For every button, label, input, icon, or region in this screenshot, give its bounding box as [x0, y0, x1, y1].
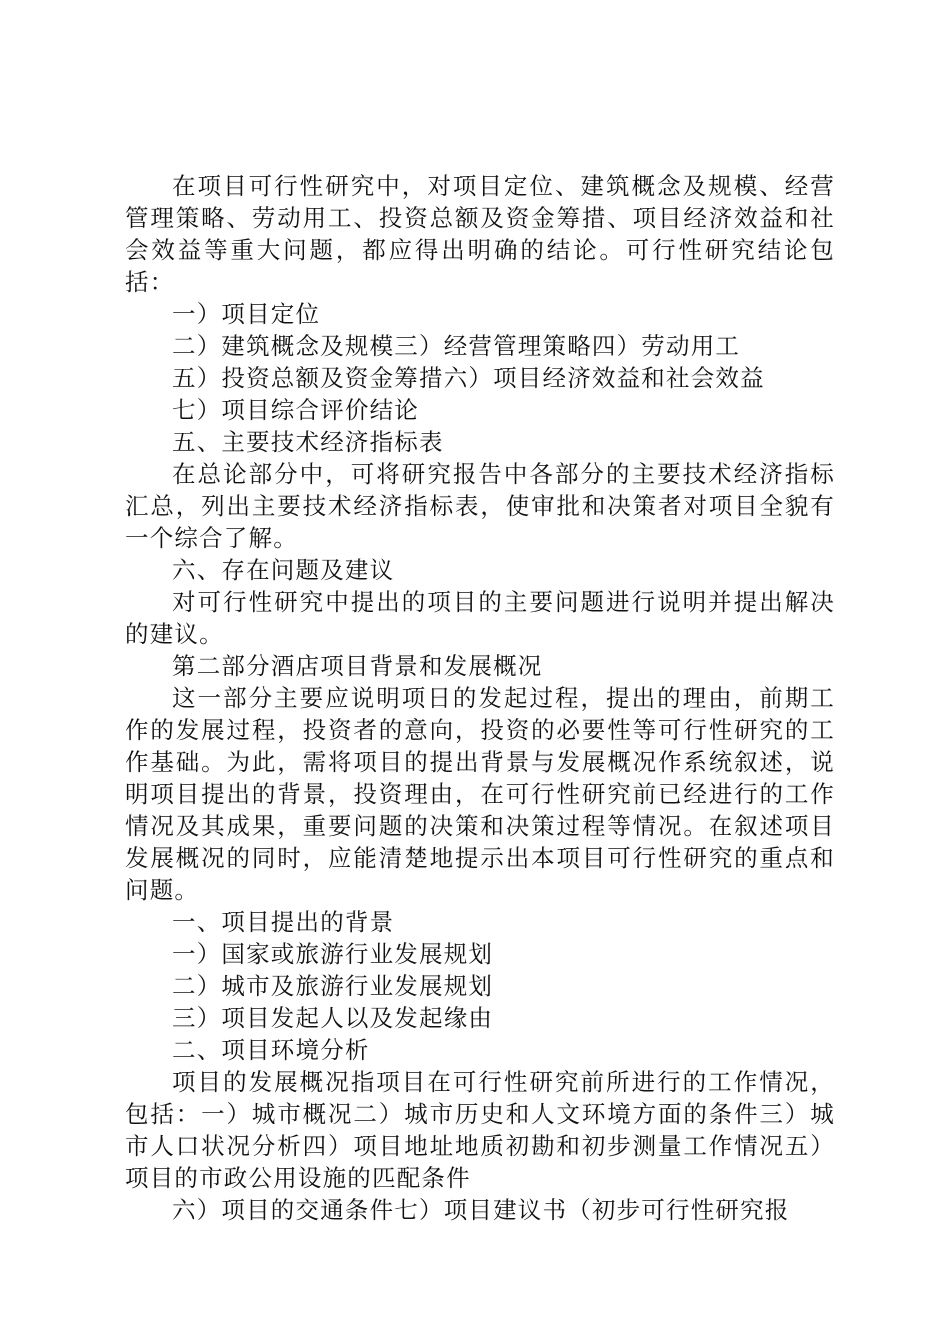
conclusion-intro-paragraph: 在项目可行性研究中，对项目定位、建筑概念及规模、经营管理策略、劳动用工、投资总额及资金筹措、项目经济效益和社会效益等重大问题，都应得出明确的结论。可行性研究结论包括： — [125, 172, 835, 296]
document-body — [125, 170, 835, 1226]
section-heading-environment: 二、项目环境分析 — [172, 1036, 370, 1064]
part-heading-background: 第二部分酒店项目背景和发展概况 — [172, 652, 543, 680]
indicators-paragraph: 在总论部分中，可将研究报告中各部分的主要技术经济指标汇总，列出主要技术经济指标表，使审批和决策者对项目全貌有一个综合了解。 — [125, 460, 835, 552]
traffic-paragraph: 六）项目的交通条件七）项目建议书（初步可行性研究报 — [172, 1196, 790, 1224]
background-paragraph: 这一部分主要应说明项日的发起过程，提出的理由，前期工作的发展过程，投资者的意向，投资的必要性等可行性研究的工作基础。为此，需将项目的提出背景与发展概况作系统叙述，说明项目提出的背景，投资理由，在可行性研究前已经进行的工作情况及其成果，重要问题的决策和决策过程等情况。在叙述项目发展概况的同时，应能清楚地提示出本项目可行性研究的重点和问题。 — [125, 684, 835, 904]
list-item-project-positioning: 一）项目定位 — [172, 300, 321, 328]
section-heading-issues: 六、存在问题及建议 — [172, 556, 395, 584]
issues-paragraph: 对可行性研究中提出的项目的主要问题进行说明并提出解决的建议。 — [125, 588, 835, 648]
section-heading-project-background: 一、项目提出的背景 — [172, 908, 395, 936]
environment-paragraph: 项目的发展概况指项目在可行性研究前所进行的工作情况，包括：一）城市概况二）城市历史和人文环境方面的条件三）城市人口状况分析四）项目地址地质初勘和初步测量工作情况五）项目的市政公用设施的匹配条件 — [125, 1068, 835, 1192]
list-item-initiator: 三）项目发起人以及发起缘由 — [172, 1004, 494, 1032]
list-item-building-concept: 二）建筑概念及规模三）经营管理策略四）劳动用工 — [172, 332, 741, 360]
list-item-national-plan: 一）国家或旅游行业发展规划 — [172, 940, 494, 968]
section-heading-indicators: 五、主要技术经济指标表 — [172, 428, 444, 456]
list-item-evaluation: 七）项目综合评价结论 — [172, 396, 419, 424]
list-item-city-plan: 二）城市及旅游行业发展规划 — [172, 972, 494, 1000]
list-item-investment: 五）投资总额及资金筹措六）项目经济效益和社会效益 — [172, 364, 765, 392]
